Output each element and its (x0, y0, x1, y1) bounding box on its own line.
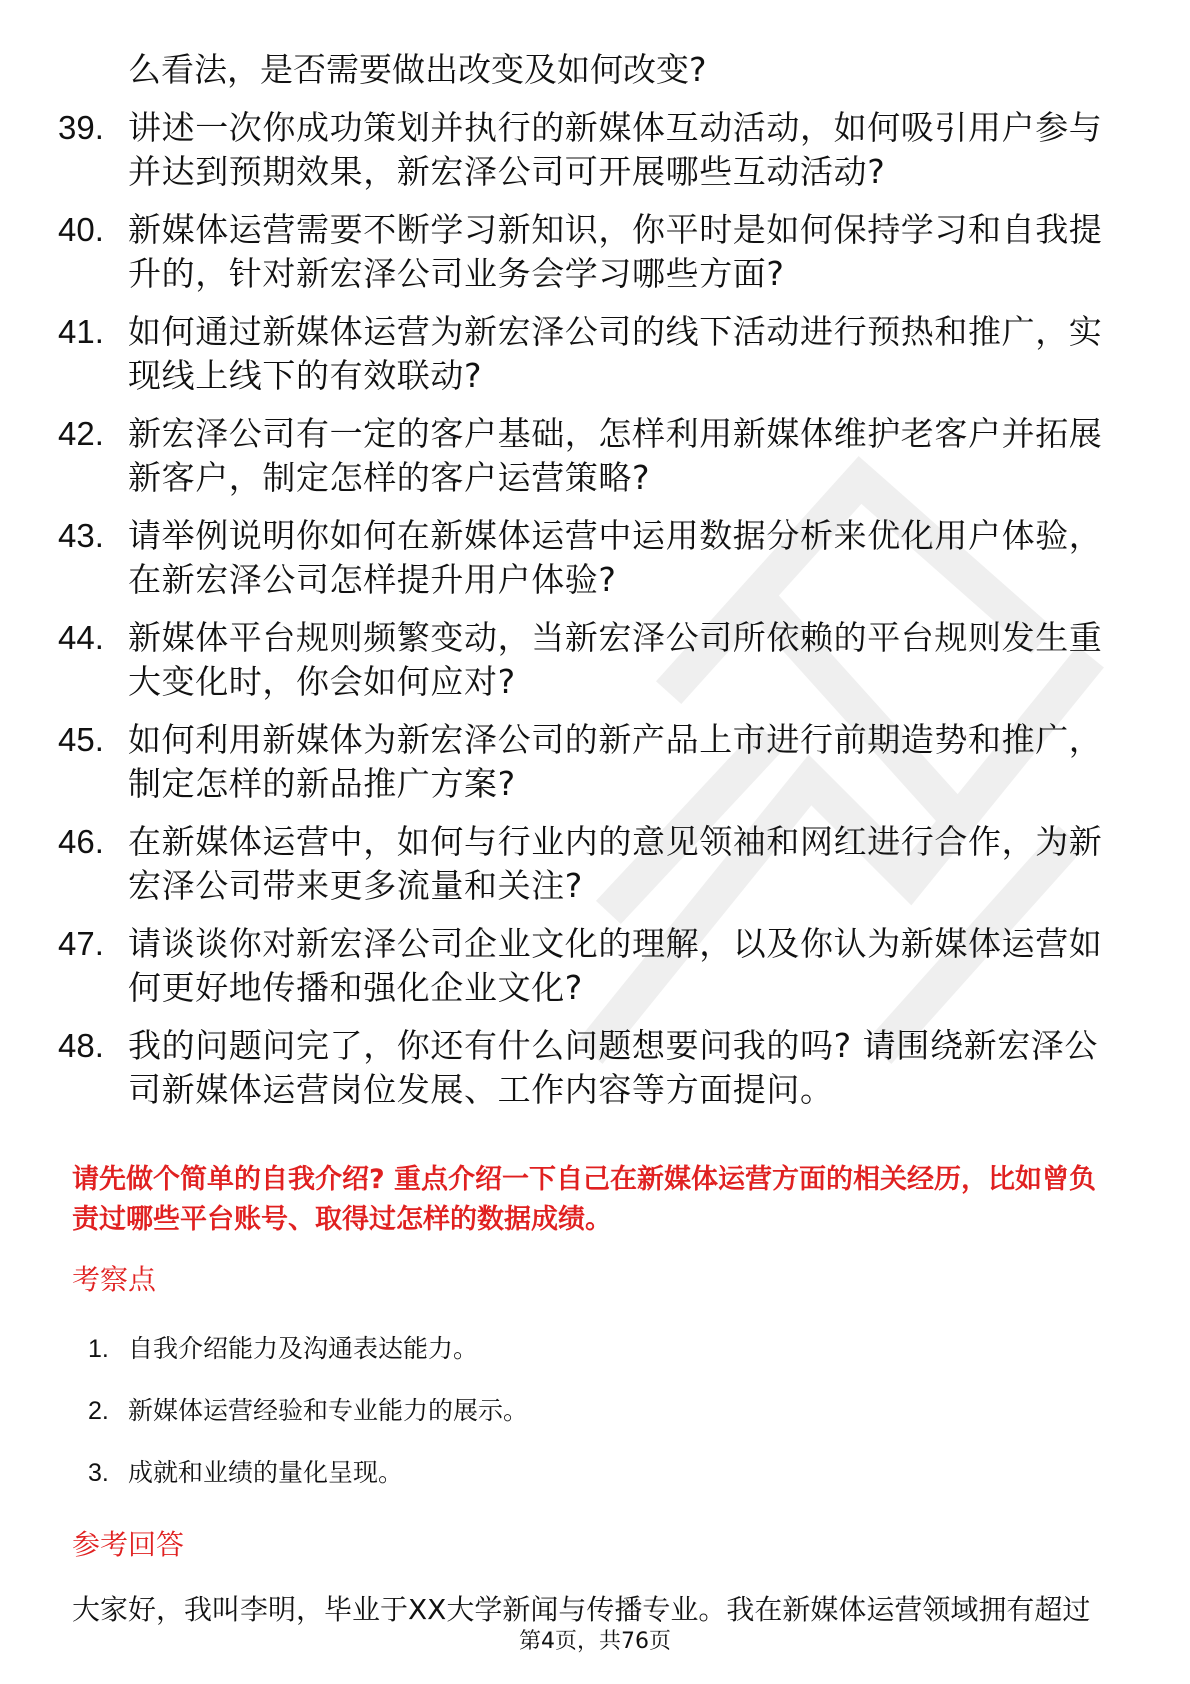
checkpoint-item (0, 1331, 1190, 1393)
question-number: 41. (58, 313, 104, 350)
checkpoint-number: 3. (88, 1459, 109, 1487)
question-item (0, 208, 1190, 310)
checkpoint-text: 自我介绍能力及沟通表达能力。 (128, 1334, 479, 1363)
question-text: 我的问题问完了，你还有什么问题想要问我的吗? 请围绕新宏泽公司新媒体运营岗位发展、工作内容等方面提问。 (128, 1026, 1099, 1109)
question-number: 48. (58, 1027, 104, 1064)
question-item (0, 922, 1190, 1024)
checkpoint-item (0, 1393, 1190, 1455)
question-number: 40. (58, 211, 104, 248)
checkpoint-text: 成就和业绩的量化呈现。 (128, 1458, 404, 1487)
question-item (0, 106, 1190, 208)
question-item (0, 310, 1190, 412)
checkpoint-list (0, 1331, 1190, 1517)
checkpoints-heading: 考察点 (72, 1263, 157, 1296)
question-number: 39. (58, 109, 104, 146)
question-text: 在新媒体运营中，如何与行业内的意见领袖和网红进行合作，为新宏泽公司带来更多流量和关注? (128, 822, 1103, 905)
question-number: 46. (58, 823, 104, 860)
question-item (0, 718, 1190, 820)
question-number: 43. (58, 517, 104, 554)
question-number: 42. (58, 415, 104, 452)
question-text: 新媒体运营需要不断学习新知识，你平时是如何保持学习和自我提升的，针对新宏泽公司业务会学习哪些方面? (128, 210, 1103, 293)
question-list (0, 106, 1190, 1126)
checkpoint-number: 1. (88, 1335, 109, 1363)
question-item (0, 514, 1190, 616)
checkpoint-text: 新媒体运营经验和专业能力的展示。 (128, 1396, 529, 1425)
continuation-line: 么看法，是否需要做出改变及如何改变? (128, 50, 707, 89)
question-text: 新媒体平台规则频繁变动，当新宏泽公司所依赖的平台规则发生重大变化时，你会如何应对? (128, 618, 1103, 701)
question-text: 如何通过新媒体运营为新宏泽公司的线下活动进行预热和推广，实现线上线下的有效联动? (128, 312, 1103, 395)
question-item (0, 616, 1190, 718)
question-number: 44. (58, 619, 104, 656)
question-item (0, 412, 1190, 514)
question-number: 47. (58, 925, 104, 962)
page-footer: 第4页，共76页 (519, 1629, 671, 1654)
question-text: 请谈谈你对新宏泽公司企业文化的理解，以及你认为新媒体运营如何更好地传播和强化企业文化? (128, 924, 1103, 1007)
question-text: 请举例说明你如何在新媒体运营中运用数据分析来优化用户体验，在新宏泽公司怎样提升用户体验? (128, 516, 1103, 599)
question-text: 讲述一次你成功策划并执行的新媒体互动活动，如何吸引用户参与并达到预期效果，新宏泽公司可开展哪些互动活动? (128, 108, 1103, 191)
featured-question: 请先做个简单的自我介绍? 重点介绍一下自己在新媒体运营方面的相关经历，比如曾负责过哪些平台账号、取得过怎样的数据成绩。 (72, 1164, 1097, 1235)
answer-text: 大家好，我叫李明，毕业于XX大学新闻与传播专业。我在新媒体运营领域拥有超过 (72, 1593, 1091, 1626)
question-text: 新宏泽公司有一定的客户基础，怎样利用新媒体维护老客户并拓展新客户，制定怎样的客户运营策略? (128, 414, 1103, 497)
answer-heading: 参考回答 (72, 1528, 185, 1561)
checkpoint-number: 2. (88, 1397, 109, 1425)
question-item (0, 820, 1190, 922)
question-item (0, 1024, 1190, 1126)
question-number: 45. (58, 721, 104, 758)
checkpoint-item (0, 1455, 1190, 1517)
question-text: 如何利用新媒体为新宏泽公司的新产品上市进行前期造势和推广，制定怎样的新品推广方案? (128, 720, 1103, 803)
